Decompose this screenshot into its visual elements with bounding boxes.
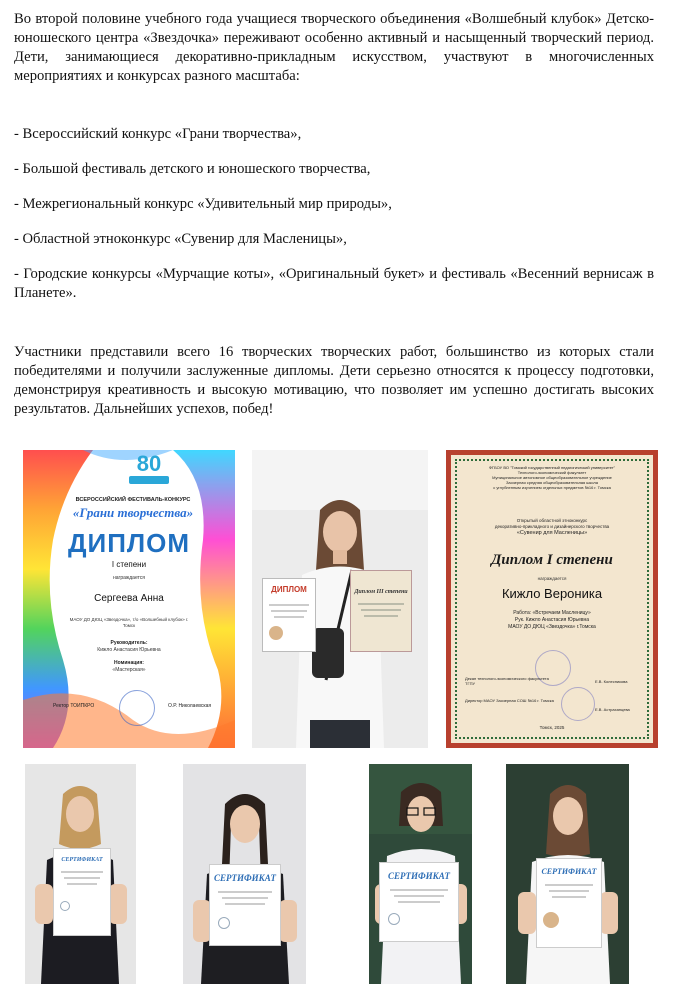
diploma-maslenitsa-photo xyxy=(446,450,658,748)
nomination-value: «Мастерская» xyxy=(112,667,146,673)
header-school-1: Муниципальное автономное общеобразовательное учреждение xyxy=(492,475,612,480)
summary-paragraph: Участники представили всего 16 творческих творческих работ, большинство из которых стали победителями и получили заслуженные дипломы. Дети серьезно относятся к процессу подготовки, демонстрируя креативность и высокую мотивацию, что позволяет им успешно достигать высоких результатов. Дальнейших успехов, побед! xyxy=(14,344,654,417)
girl-certificate-photo-4 xyxy=(506,764,629,984)
school-name: МАОУ ДО ДЮЦ «Звездочка», т/о «Волшебный клубок» г. Томск xyxy=(69,617,189,628)
contest-line-3: «Сувенир для Масленицы» xyxy=(516,530,588,536)
header-school-3: с углубленным изучением отдельных предметов №16 г. Томска xyxy=(493,485,611,490)
event-item: - Всероссийский конкурс «Грани творчества», xyxy=(14,126,302,142)
nomination-label: Номинация: xyxy=(114,660,144,666)
certificate-title: СЕРТИФИКАТ xyxy=(541,867,597,876)
contest-line-1: Открытый областной этноконкурс xyxy=(516,518,588,523)
header-faculty: Технолого-экономический факультет xyxy=(517,470,587,475)
held-diploma-right xyxy=(350,570,412,652)
event-item: - Городские конкурсы «Мурчащие коты», «Оригинальный букет» и фестиваль «Весенний вернисаж в Планете». xyxy=(14,266,654,301)
leader-label: Руководитель: xyxy=(110,640,148,646)
diploma-grani-photo xyxy=(23,450,235,748)
director-name: Е.В. Астраханцева xyxy=(595,707,630,712)
director-label: Директор МАОУ Заозерная СОШ №16 г. Томска xyxy=(465,698,554,703)
school-line: МАОУ ДО ДЮЦ «Звездочка» г.Томска xyxy=(508,624,596,630)
held-diploma-left xyxy=(262,578,316,652)
contest-name: «Грани творчества» xyxy=(72,505,194,520)
seal-right xyxy=(561,687,595,721)
winner-name: Сергеева Анна xyxy=(94,593,164,604)
city-year: Томск, 2025 xyxy=(539,725,565,730)
intro-paragraph: Во второй половине учебного года учащиеся творческого объединения «Волшебный клубок» Детско-юношеского центра «Звездочка» переживают особенно активный и насыщенный творческий период. Дети, занимающиеся декоративно-прикладным искусством, участвуют в многочисленных мероприятиях и конкурсах разного масштаба: xyxy=(14,11,654,84)
girl-certificate-photo-1 xyxy=(25,764,136,984)
contest-line-2: декоративно-прикладного и дизайнерского творчества xyxy=(494,524,610,529)
certificate-title: СЕРТИФИКАТ xyxy=(388,871,450,881)
diploma-title: ДИПЛОМ xyxy=(67,528,191,558)
header-university: ФГБОУ ВО "Томский государственный педагогический университет" xyxy=(488,465,616,470)
event-item: - Областной этноконкурс «Сувенир для Масленицы», xyxy=(14,231,347,247)
certificate-sheet xyxy=(536,858,602,948)
held-diploma-title: ДИПЛОМ xyxy=(271,585,307,594)
event-item: - Большой фестиваль детского и юношеского творчества, xyxy=(14,161,371,177)
header-school-2: Заозерная средняя общеобразовательная школа xyxy=(506,480,598,485)
official-seal xyxy=(119,690,155,726)
winner-name-2: Кижло Вероника xyxy=(501,586,603,601)
awarded-label-2: награждается xyxy=(537,576,567,581)
dean-name: Е.В. Колесникова xyxy=(595,679,628,684)
girl-certificate-photo-3 xyxy=(369,764,472,984)
certificate-title: СЕРТИФИКАТ xyxy=(61,857,103,863)
held-diploma2-title: Диплом III степени xyxy=(354,589,408,595)
anniversary-badge: 80 xyxy=(136,451,162,476)
festival-org: ВСЕРОССИЙСКИЙ ФЕСТИВАЛЬ-КОНКУРС xyxy=(75,497,191,503)
certificate-sheet xyxy=(53,848,111,936)
girl-certificate-photo-2 xyxy=(183,764,306,984)
leader-name: Кижло Анастасия Юрьевна xyxy=(97,647,161,653)
event-item: - Межрегиональный конкурс «Удивительный мир природы», xyxy=(14,196,392,212)
diploma2-title: Диплом I степени xyxy=(491,552,613,568)
signer-name: О.Р. Николаевская xyxy=(168,703,212,709)
dean-label: Декан технолого-экономического факультета ТГПУ xyxy=(465,676,549,686)
awarded-label: награждается xyxy=(112,575,146,581)
certificate-title: СЕРТИФИКАТ xyxy=(214,873,276,883)
work-title: Работа: «Встречаем Масленицу» xyxy=(513,610,591,616)
certificate-sheet xyxy=(209,864,281,946)
rector-label: Ректор ТОИПКРО xyxy=(53,703,95,709)
girl-with-diplomas-photo xyxy=(252,450,428,748)
certificate-sheet xyxy=(379,862,459,942)
diploma-degree: I степени xyxy=(111,560,147,569)
leader-line: Рук. Кижло Анастасия Юрьевна xyxy=(514,617,590,623)
